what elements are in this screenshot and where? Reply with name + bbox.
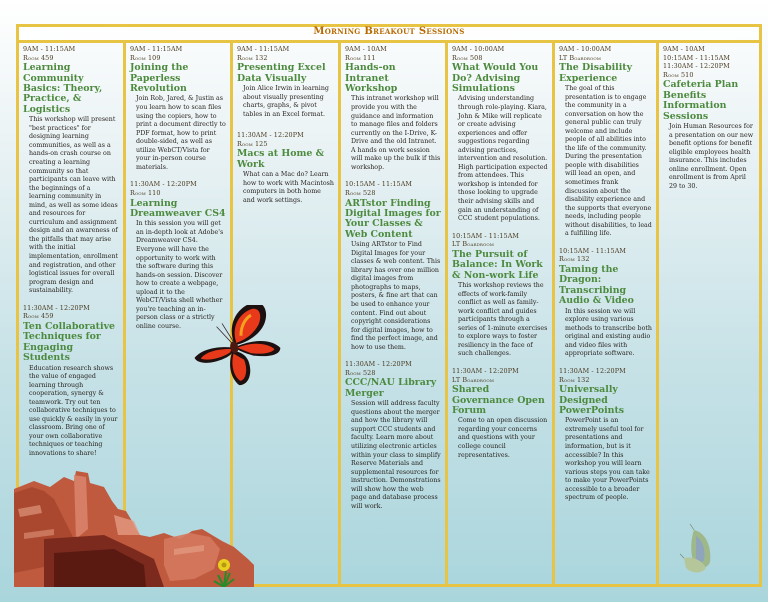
session-title: Learning Community Basics: Theory, Practice, & Logistics: [23, 62, 103, 115]
session-title: Universally Designed PowerPoints: [559, 384, 625, 416]
session-description: In this session we will explore using various methods to transcribe both original and existing audio and video files with appropriate software.: [565, 307, 652, 358]
session-description: Join Alice Irwin in learning about visually presenting charts, graphs, & pivot tables in an Excel format.: [243, 85, 329, 118]
session-room: Room 132: [559, 375, 590, 384]
session-room: Room 459: [23, 53, 54, 62]
session-time: 9AM - 10AM: [345, 45, 387, 53]
session-time: 11:30AM - 12:20PM: [130, 180, 197, 189]
session-time: 11:30AM - 12:20PM: [559, 366, 626, 375]
session: [345, 180, 442, 352]
session-time: 11:30AM - 12:20PM: [23, 303, 90, 312]
session-title: Hands-on Intranet Workshop: [345, 62, 398, 94]
session-room: Room 109: [130, 53, 161, 62]
session-time: 10:15AM - 11:15AM: [452, 231, 520, 240]
column-7: [659, 43, 759, 584]
session: [559, 247, 653, 359]
session-room: Room 132: [237, 53, 268, 62]
session-time: 9AM - 11:15AM: [130, 45, 183, 53]
red-butterfly-illustration: [191, 305, 281, 387]
session-description: Education research shows the value of engaged learning through cooperation, synergy & teamwork. Try out ten collaborative techniques to use quickly & easily in your classroom. Bring one of your own collaborative techniques or teaching innovations to share!: [29, 364, 118, 457]
session-time: 10:15AM - 11:15AM: [559, 246, 627, 255]
session-description: Using ARTstor to Find Digital Images for your classes & web content. This library has over one million digital images from photographs to maps, posters, & fine art that can be used to enhance your content. Find out about copyright considerations for digital images, how to find the perfect image, and how to use them.: [351, 241, 441, 351]
session-description: What can a Mac do? Learn how to work with Macintosh computers in both home and work settings.: [243, 171, 334, 204]
session-time: 9AM - 11:15AM: [237, 45, 290, 53]
session-title: Macs at Home & Work: [237, 148, 325, 170]
session-title: Cafeteria Plan Benefits Information Sessions: [663, 79, 739, 122]
session-description: Come to an open discussion regarding your concerns and questions with your college council representatives.: [458, 417, 548, 459]
session-title: Taming the Dragon: Transcribing Audio & Video: [559, 264, 634, 307]
pale-blue-butterfly-illustration: [680, 522, 716, 576]
session-room: Room 132: [559, 255, 590, 264]
session-time: 9AM - 10:00AM: [559, 45, 612, 53]
session-description: In this session you will get an in-depth look at Adobe's Dreamweaver CS4. Everyone will have the opportunity to work with the software during this hands-on session. Discover how to create a webpage, upload it to the WebCT/Vista shell whether you're teaching an in-person class or a strictly online course.: [136, 220, 224, 330]
session-room: Room 510: [663, 70, 694, 79]
session-title: The Pursuit of Balance: In Work & Non-work Life: [452, 248, 543, 281]
session-description: This intranet workshop will provide you with the guidance and information to manage files and folders currently on the I-Drive, K-Drive and the old Intranet. A hands on work session will make up the bulk if this workshop.: [351, 95, 441, 171]
session-title: Presenting Excel Data Visually: [237, 62, 326, 84]
session-title: Ten Collaborative Techniques for Engaging Students: [23, 320, 115, 364]
session-description: PowerPoint is an extremely useful tool for presentations and information, but is it accessible? In this workshop you will learn various steps you can take to make your PowerPoints accessible to a broader spectrum of people.: [565, 417, 650, 502]
session: [345, 360, 442, 511]
session-room: Room 110: [130, 188, 161, 197]
column-6: [555, 43, 659, 584]
session: [237, 45, 335, 119]
session: [559, 45, 653, 239]
session-description: Session will address faculty questions about the merger and how the library will support CCC students and faculty. Learn more about utilizing electronic articles within your class to simplify Reserve Materials and supplemental resources for instruction. Demonstrations will show how the web page and database process will work.: [351, 400, 441, 510]
column-4: [341, 43, 448, 584]
session-time: 11:30AM - 12:20PM: [452, 366, 519, 375]
session-description: The goal of this presentation is to engage the community in a conversation on how the general public can truly welcome and include people of all abilities into the life of the community. During the presentation people with disabilities will lead an open, and sometimes frank discussion about the disability experience and the supports that everyone needs, including people without disabilities, to lead a fulfilling life.: [565, 85, 652, 238]
session: [23, 45, 120, 296]
column-5: [448, 43, 555, 584]
session-description: Join Human Resources for a presentation on our new benefit options for benefit eligible employees health insurance. This includes online enrollment. Open enrollment is from April 29 to 30.: [669, 123, 754, 190]
session-description: Advising understanding through role-playing. Kiara, John & Mike will replicate or create advising experiences and offer suggestions regarding advising practices, intervention and resolution. High participation expected from attendees. This workshop is intended for those looking to upgrade their advising skills and gain an understanding of CCC student populations.: [458, 95, 548, 223]
session-time: 11:30AM - 12:20PM: [345, 360, 412, 369]
session: [237, 131, 335, 205]
session: [23, 304, 120, 459]
session-room: Room 459: [23, 312, 54, 321]
session: [345, 45, 442, 172]
session-time: 9AM - 10AM: [663, 45, 705, 53]
session: [452, 45, 549, 224]
session: [559, 367, 653, 503]
session-time: 11:30AM - 12:20PM: [663, 62, 730, 71]
session: [452, 232, 549, 359]
session-room: LT Boardroom: [452, 375, 494, 384]
session-title: ARTstor Finding Digital Images for Your Classes & Web Content: [345, 197, 441, 240]
session-title: Shared Governance Open Forum: [452, 384, 545, 416]
session-room: Room 508: [452, 53, 483, 62]
session-time: 9AM - 11:15AM: [23, 45, 76, 53]
session: [663, 45, 756, 191]
session-title: Joining the Paperless Revolution: [130, 62, 189, 94]
session-room: Room 528: [345, 188, 376, 197]
session-title: What Would You Do? Advising Simulations: [452, 62, 539, 94]
pueblo-ruins-illustration: [14, 469, 256, 587]
session-description: This workshop reviews the effects of work-family conflict as well as family-work conflict and guides participants through a series of 1-minute exercises to explore ways to foster resiliency in the face of such challenges.: [458, 282, 548, 358]
session-description: This workshop will present "best practices" for designing learning communities, as well as a hands-on crash course on creating a learning community so that participants can leave with the beginnings of a learning community in mind, as well as some ideas and resources for curriculum and assignment design and an awareness of the pitfalls that may arise with the initial implementation, enrollment and registration, and other logistical issues for overall program design and sustainability.: [29, 116, 119, 295]
session-room: Room 528: [345, 368, 376, 377]
title-bar: [19, 27, 759, 43]
page-title: Morning Breakout Sessions: [313, 26, 465, 37]
session-time: 11:30AM - 12:20PM: [237, 131, 304, 140]
session-description: Join Rob, Jared, & Justin as you learn how to scan files using the copiers, how to print a document directly to PDF format, how to print double-sided, as well as utilize WebCT/Vista for your in-person course materials.: [136, 95, 226, 171]
session-title: The Disability Experience: [559, 62, 633, 84]
session-title: CCC/NAU Library Merger: [345, 377, 437, 399]
session-title: Learning Dreamweaver CS4: [130, 197, 226, 219]
session-room: LT Boardroom: [452, 240, 494, 249]
session-room: Room 111: [345, 53, 376, 62]
session-time: 10:15AM - 11:15AM: [345, 180, 413, 189]
session: [452, 367, 549, 460]
session: [130, 45, 227, 172]
session-time: 9AM - 10:00AM: [452, 45, 505, 53]
session-room: LT Boardroom: [559, 53, 601, 62]
session-room: Room 125: [237, 139, 268, 148]
session-time: 10:15AM - 11:15AM: [663, 53, 731, 62]
